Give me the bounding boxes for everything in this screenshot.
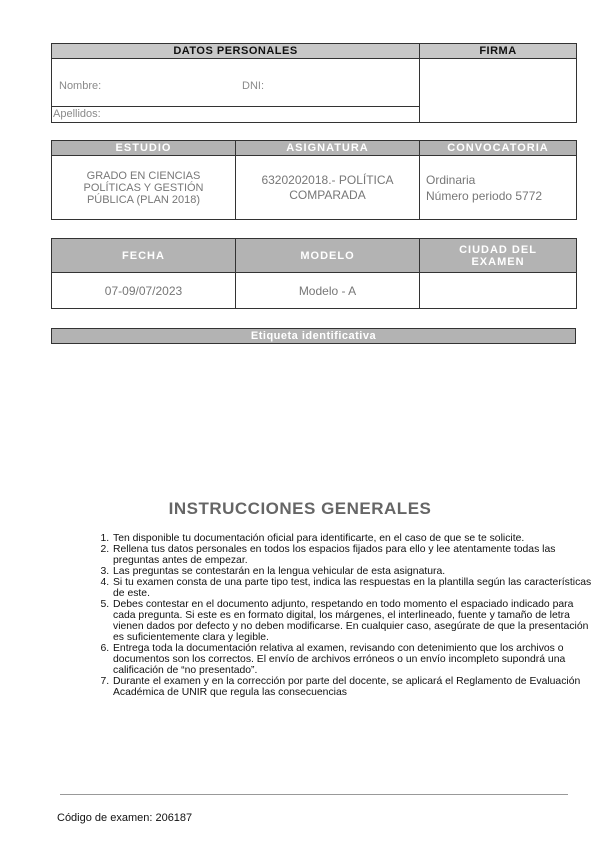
- instruction-item: 2. Rellena tus datos personales en todos los espacios fijados para ello y lee atentamente todas las preguntas antes de empezar.: [112, 544, 596, 566]
- instruction-item: 7. Durante el examen y en la corrección por parte del docente, se aplicará el Reglamento de Evaluación Académica de UNIR que regula las consecuencias: [112, 676, 596, 698]
- study-value: GRADO EN CIENCIAS POLÍTICAS Y GESTIÓN PÚBLICA (PLAN 2018): [52, 156, 236, 220]
- call-value: [420, 156, 577, 220]
- surname-label: Apellidos:: [53, 108, 101, 120]
- name-dni-cell[interactable]: [52, 59, 420, 107]
- subject-value: 6320202018.- POLÍTICA COMPARADA: [236, 156, 420, 220]
- id-label-bar: Etiqueta identificativa: [51, 328, 576, 344]
- date-value: 07-09/07/2023: [52, 273, 236, 309]
- call-type: Ordinaria: [426, 172, 476, 187]
- subject-header: ASIGNATURA: [236, 141, 420, 156]
- signature-header: FIRMA: [420, 44, 577, 59]
- exam-city-value[interactable]: [420, 273, 577, 309]
- exam-table: [51, 238, 577, 309]
- model-value: Modelo - A: [236, 273, 420, 309]
- instruction-item: 5. Debes contestar en el documento adjunto, respetando en todo momento el espaciado indicado para cada pregunta. Si este es en formato digital, los márgenes, el interlineado, fuente y tamaño de letra vienen dados por defecto y no deben modificarse. En cualquier caso, asegúrate de que la presentación es suficientemente clara y legible.: [112, 599, 596, 643]
- dni-label: DNI:: [242, 80, 264, 92]
- instruction-item: 4. Si tu examen consta de una parte tipo test, indica las respuestas en la plantilla según las características de este.: [112, 577, 596, 599]
- name-label: Nombre:: [59, 80, 102, 92]
- study-header: ESTUDIO: [52, 141, 236, 156]
- instructions-title: INSTRUCCIONES GENERALES: [168, 499, 432, 518]
- call-period: Número periodo 5772: [426, 188, 543, 203]
- footer-divider: [60, 794, 568, 795]
- instruction-item: 6. Entrega toda la documentación relativa al examen, revisando con detenimiento que los archivos o documentos son los correctos. El envío de archivos erróneos o un envío incompleto supondrá una calificación de “no presentado”.: [112, 643, 596, 676]
- signature-box[interactable]: [420, 59, 577, 123]
- exam-city-header: CIUDAD DEL EXAMEN: [420, 239, 577, 273]
- instructions-list: [92, 533, 596, 698]
- call-header: CONVOCATORIA: [420, 141, 577, 156]
- surname-cell[interactable]: [52, 107, 420, 123]
- date-header: FECHA: [52, 239, 236, 273]
- exam-code: Código de examen: 206187: [57, 812, 193, 824]
- personal-data-table: [51, 43, 577, 123]
- instruction-item: 3. Las preguntas se contestarán en la lengua vehicular de esta asignatura.: [112, 566, 596, 577]
- personal-data-header: DATOS PERSONALES: [52, 44, 420, 59]
- instruction-item: 1. Ten disponible tu documentación oficial para identificarte, en el caso de que se te solicite.: [112, 533, 596, 544]
- study-table: [51, 140, 577, 220]
- model-header: MODELO: [236, 239, 420, 273]
